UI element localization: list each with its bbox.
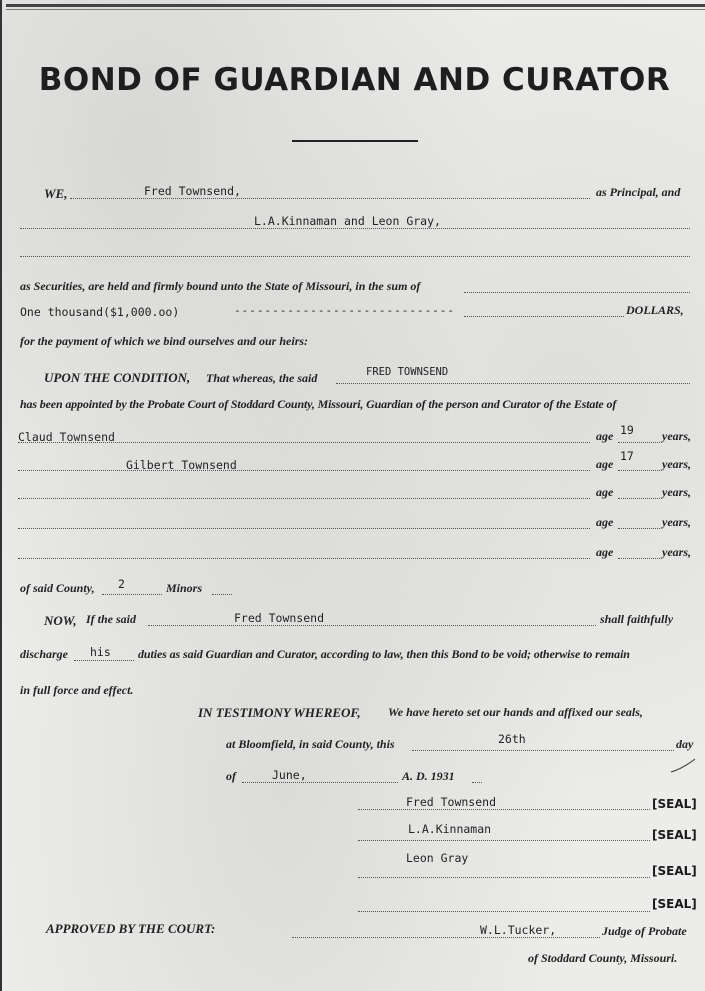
- minors-label: Minors: [166, 581, 203, 595]
- securities-text-row: [2, 276, 705, 296]
- force-row: [2, 680, 705, 700]
- judge-county: of Stoddard County, Missouri.: [528, 951, 678, 965]
- seal-label: [SEAL]: [652, 828, 697, 842]
- document-title: BOND OF GUARDIAN AND CURATOR: [38, 62, 671, 98]
- judge-name: W.L.Tucker,: [480, 923, 557, 937]
- day-value: 26th: [498, 732, 526, 746]
- now-name: Fred Townsend: [234, 611, 325, 625]
- dollars-label: DOLLARS,: [626, 303, 684, 317]
- securities-names: L.A.Kinnaman and Leon Gray,: [254, 214, 441, 228]
- minor-row: [2, 449, 705, 472]
- age-label: age: [596, 545, 614, 559]
- discharge-pronoun: his: [90, 645, 111, 659]
- signature-row: [2, 894, 705, 914]
- signature-row: [2, 794, 705, 814]
- judge-label: Judge of Probate: [602, 924, 687, 938]
- we-label: WE,: [44, 186, 68, 201]
- judge-county-row: [2, 948, 705, 968]
- title-rule: [292, 140, 418, 142]
- sum-row: [2, 300, 705, 320]
- securities-text: as Securities, are held and firmly bound unto the State of Missouri, in the sum of: [20, 279, 421, 293]
- minor-row: [2, 542, 705, 562]
- sum-amount: One thousand($1,000.oo): [20, 305, 180, 319]
- discharge-label: discharge: [20, 647, 68, 661]
- faithfully-label: shall faithfully: [600, 612, 674, 626]
- principal-name: Fred Townsend,: [144, 184, 241, 198]
- as-principal-label: as Principal, and: [596, 185, 681, 199]
- condition-row: [2, 366, 705, 386]
- pen-mark-icon: [670, 758, 696, 774]
- signature-name: Fred Townsend: [406, 795, 497, 809]
- age-label: age: [596, 429, 614, 443]
- sum-dashes: -----------------------------: [234, 304, 456, 317]
- appointed-text: has been appointed by the Probate Court of Stoddard County, Missouri, Guardian of the person and Curator of the Estate of: [20, 397, 617, 411]
- condition-text: That whereas, the said: [206, 371, 318, 385]
- appointed-row: [2, 394, 705, 414]
- top-border-thin: [6, 9, 705, 10]
- approval-row: [2, 918, 705, 938]
- seal-label: [SEAL]: [652, 864, 697, 878]
- month-value: June,: [272, 768, 307, 782]
- securities-names-row: [2, 212, 705, 232]
- principal-row: [2, 182, 705, 202]
- testimony-text: We have hereto set our hands and affixed our seals,: [388, 705, 643, 719]
- signature-row: [2, 822, 705, 842]
- at-text: at Bloomfield, in said County, this: [226, 737, 395, 751]
- condition-name: FRED TOWNSEND: [366, 366, 449, 378]
- payment-row: [2, 331, 705, 351]
- month-row: [2, 765, 705, 785]
- blank-row: [2, 240, 705, 260]
- minor-name: Gilbert Townsend: [126, 458, 237, 472]
- minor-row: [2, 482, 705, 502]
- duties-text: duties as said Guardian and Curator, according to law, then this Bond to be void; otherwise to remain: [138, 647, 630, 661]
- date-row: [2, 733, 705, 753]
- years-label: years,: [662, 545, 691, 559]
- testimony-row: [2, 702, 705, 722]
- minor-age: 19: [620, 423, 634, 437]
- minor-row: [2, 424, 705, 444]
- seal-label: [SEAL]: [652, 797, 697, 811]
- condition-label: UPON THE CONDITION,: [44, 370, 191, 385]
- minor-name: Claud Townsend: [18, 430, 115, 444]
- top-border: [6, 4, 705, 7]
- signature-name: L.A.Kinnaman: [408, 822, 492, 836]
- signature-row: [2, 850, 705, 878]
- now-label: NOW,: [44, 613, 77, 628]
- day-label: day: [676, 737, 694, 751]
- county-row: [2, 578, 705, 598]
- minor-row: [2, 512, 705, 532]
- years-label: years,: [662, 457, 691, 471]
- seal-label: [SEAL]: [652, 897, 697, 911]
- years-label: years,: [662, 485, 691, 499]
- of-label: of: [226, 769, 236, 783]
- minor-count: 2: [118, 577, 125, 591]
- now-row: [2, 608, 705, 628]
- discharge-row: [2, 642, 705, 662]
- signature-name: Leon Gray: [406, 851, 469, 865]
- testimony-label: IN TESTIMONY WHEREOF,: [198, 705, 361, 720]
- minor-age: 17: [620, 449, 634, 463]
- now-text: If the said: [86, 612, 137, 626]
- force-text: in full force and effect.: [20, 683, 134, 697]
- approved-label: APPROVED BY THE COURT:: [46, 921, 216, 936]
- years-label: years,: [662, 429, 691, 443]
- ad-label: A. D. 1931: [402, 769, 455, 783]
- age-label: age: [596, 457, 614, 471]
- age-label: age: [596, 515, 614, 529]
- years-label: years,: [662, 515, 691, 529]
- county-label: of said County,: [20, 581, 95, 595]
- payment-text: for the payment of which we bind ourselves and our heirs:: [20, 334, 309, 348]
- age-label: age: [596, 485, 614, 499]
